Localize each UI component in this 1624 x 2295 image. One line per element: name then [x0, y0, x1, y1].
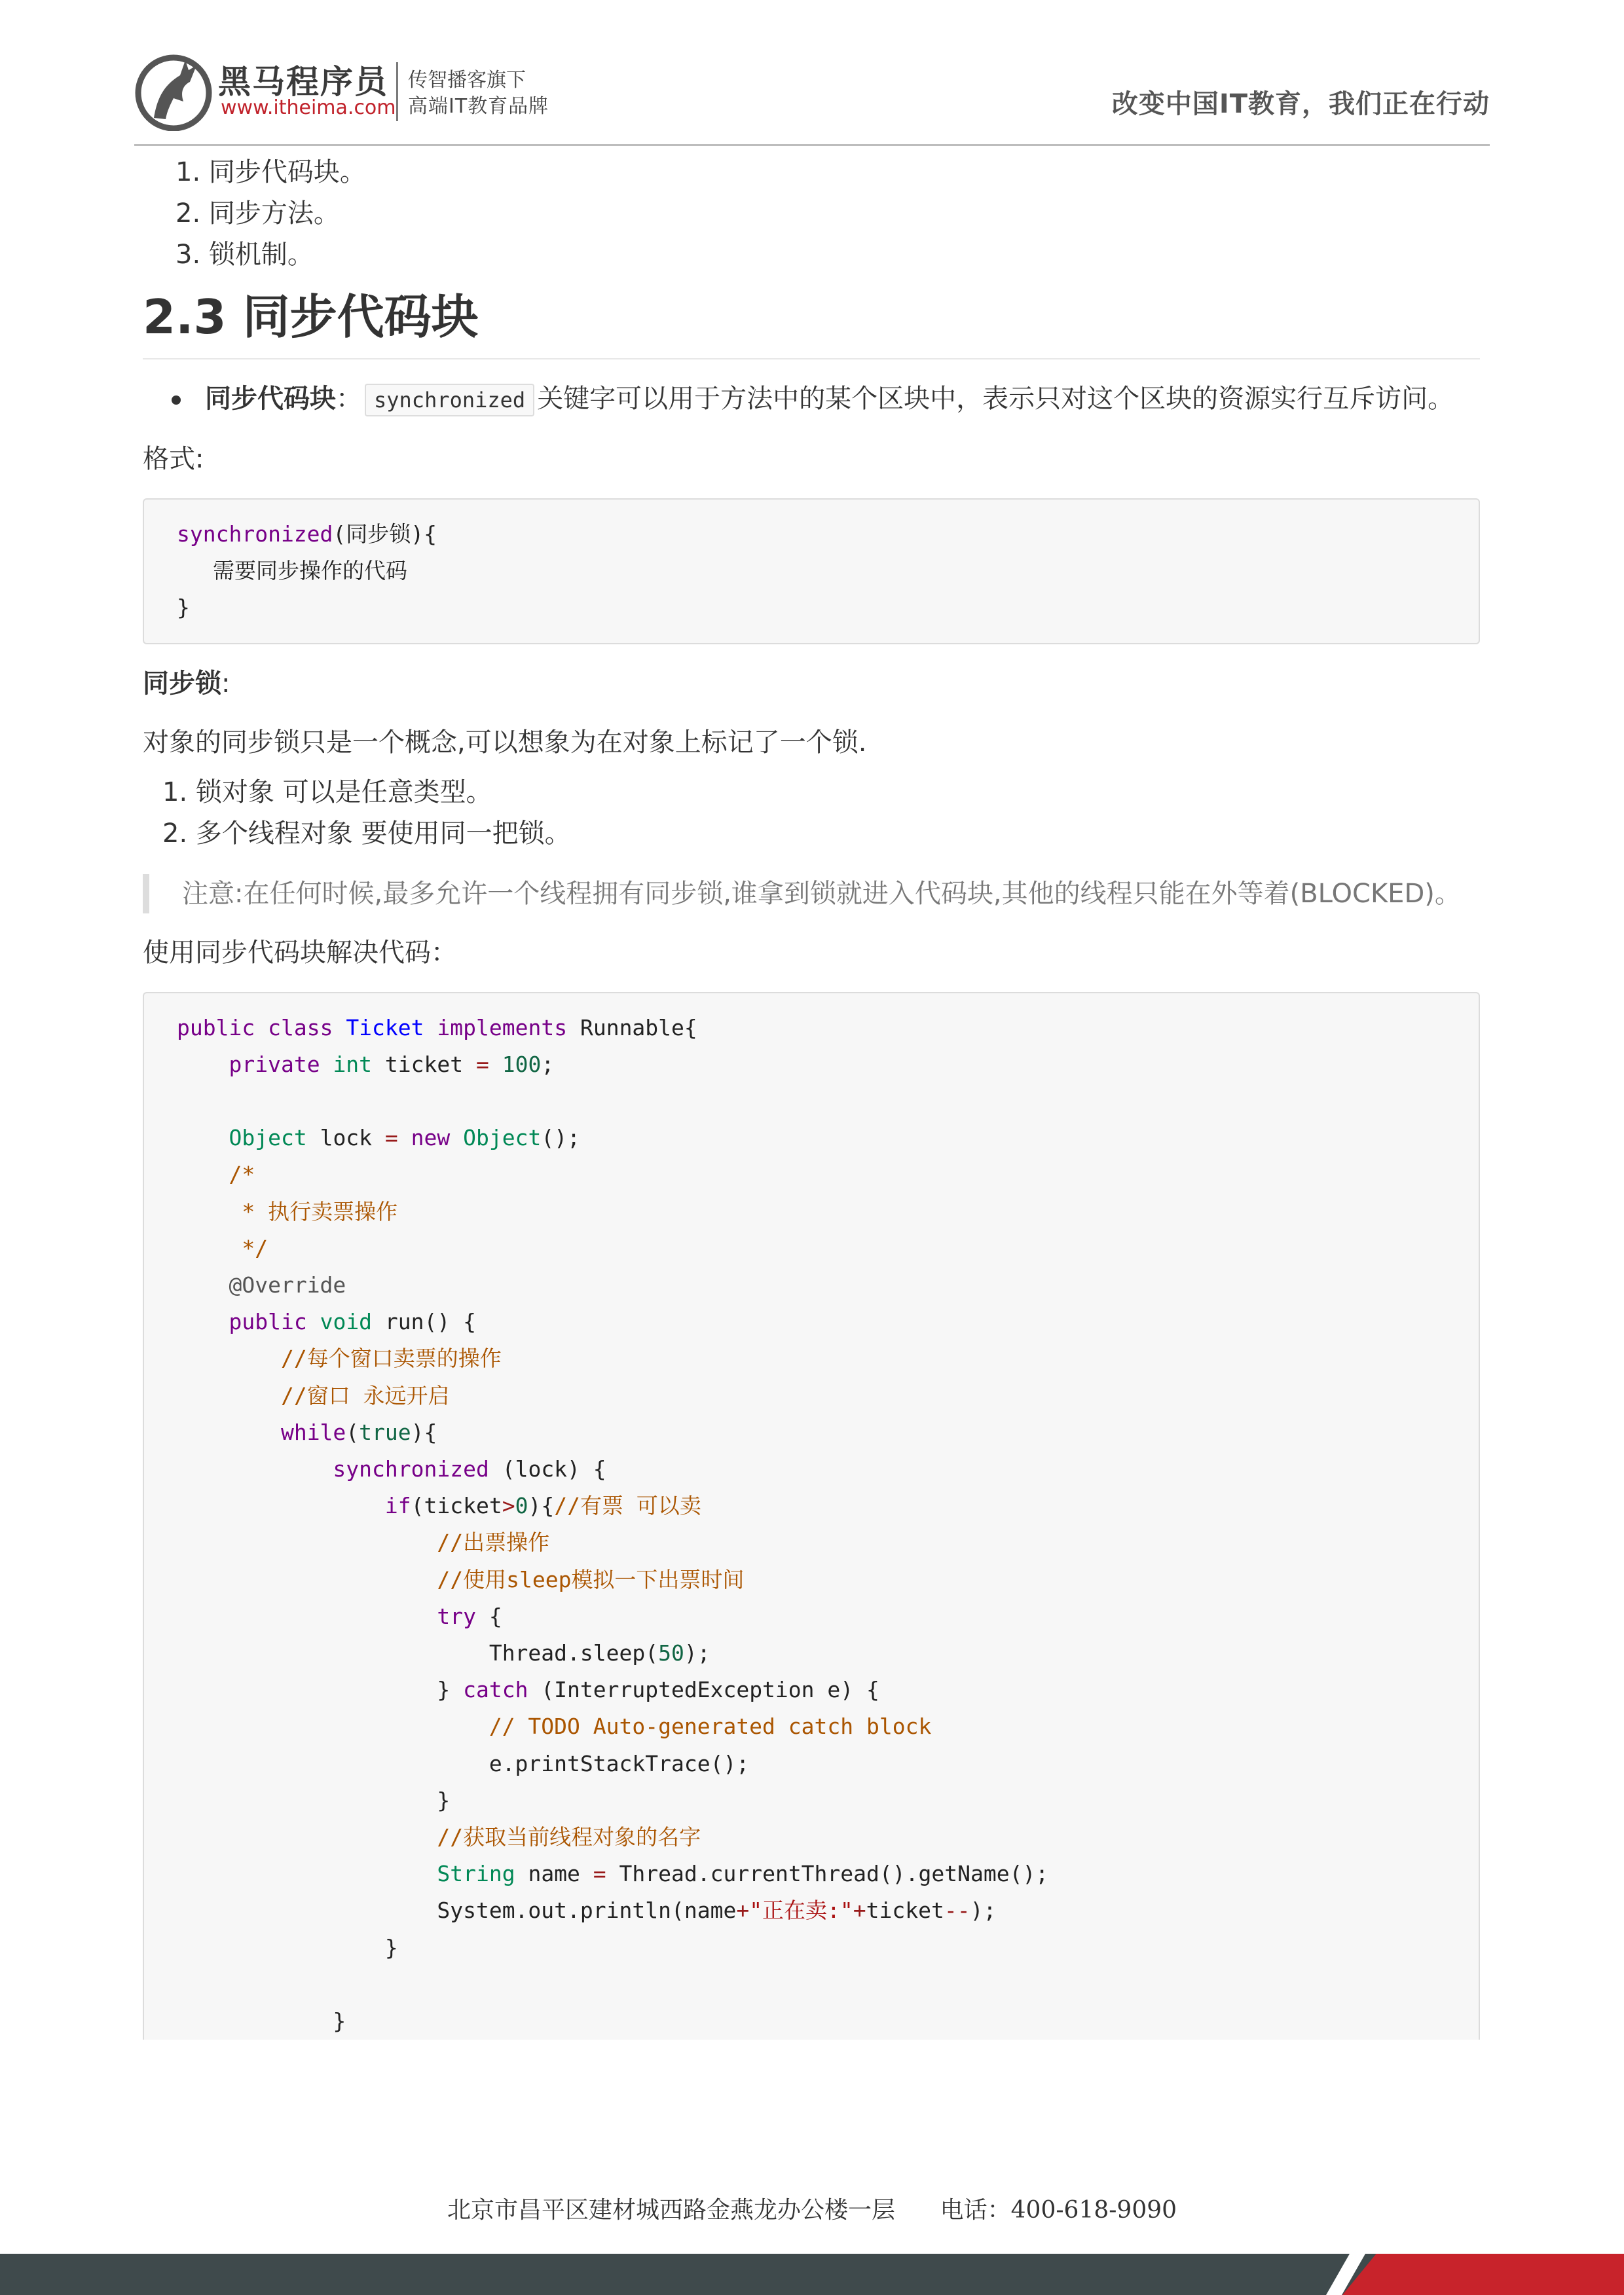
ticket-code-block: public class Ticket implements Runnable{ private int ticket = 100; Object lock = new Object(); /* * 执行卖票操作 */ @Override public void run() { //每个窗口卖票的操作 //窗口 永远开启 while(true){ synchronized (lock) { if(ticket>0){//有票 可以卖 //出票操作 //使用sleep模拟一下出票时间 try { Thread.sleep(50); } catch (InterruptedException e) { // TODO Auto-generated catch block e.printStackTrace(); } //获取当前线程对象的名字 String name = Thread.currentThread().getName(); System.out.println(name+"正在卖:"+ticket--); } } [143, 992, 1480, 2040]
lock-colon: : [221, 668, 231, 699]
lock-label: 同步锁 [143, 668, 221, 699]
lock-rules-list [143, 772, 1480, 854]
footer-address: 北京市昌平区建材城西路金燕龙办公楼一层 [447, 2197, 895, 2224]
code-keyword: synchronized [177, 521, 333, 547]
code-text: 需要同步操作的代码 [213, 558, 408, 584]
bullet-term: 同步代码块 [205, 384, 336, 414]
lock-heading [143, 664, 1480, 703]
list-item: 2. 同步方法。 [175, 198, 340, 229]
bullet-item [143, 379, 1480, 420]
code-text: (同步锁){ [333, 521, 437, 547]
footer-red-accent [1342, 2254, 1624, 2295]
document-body [143, 152, 1480, 2141]
format-label: 格式: [143, 444, 204, 474]
sync-methods-list [143, 152, 1480, 276]
solution-label: 使用同步代码块解决代码： [143, 937, 457, 968]
brand-url: www.itheima.com [221, 96, 396, 119]
list-item: 1. 同步代码块。 [175, 157, 366, 187]
list-item: 2. 多个线程对象 要使用同一把锁。 [162, 818, 571, 849]
code-text: } [177, 595, 190, 621]
list-item: 3. 锁机制。 [175, 240, 314, 270]
note-blockquote: 注意:在任何时候,最多允许一个线程拥有同步锁,谁拿到锁就进入代码块,其他的线程只能在外等着(BLOCKED)。 [143, 874, 1480, 913]
lock-description: 对象的同步锁只是一个概念,可以想象为在对象上标记了一个锁. [143, 727, 867, 758]
logo-divider [396, 62, 398, 121]
inline-code: synchronized [365, 384, 534, 416]
brand-tagline-2: 高端IT教育品牌 [408, 95, 549, 118]
brand-tagline-1: 传智播客旗下 [408, 69, 526, 92]
header-slogan: 改变中国IT教育，我们正在行动 [1111, 89, 1490, 119]
horse-logo-icon [134, 52, 213, 131]
bullet-colon: ： [336, 384, 362, 414]
bullet-dot-icon [172, 395, 181, 405]
footer-contact [0, 2192, 1624, 2225]
section-heading: 2.3 同步代码块 [143, 276, 1480, 359]
format-code-block [143, 498, 1480, 644]
footer-phone: 电话：400-618-9090 [940, 2197, 1177, 2224]
brand-name: 黑马程序员 [218, 63, 388, 101]
list-item: 1. 锁对象 可以是任意类型。 [162, 777, 492, 807]
bullet-text: 关键字可以用于方法中的某个区块中，表示只对这个区块的资源实行互斥访问。 [537, 384, 1454, 414]
page-header [134, 49, 1490, 146]
